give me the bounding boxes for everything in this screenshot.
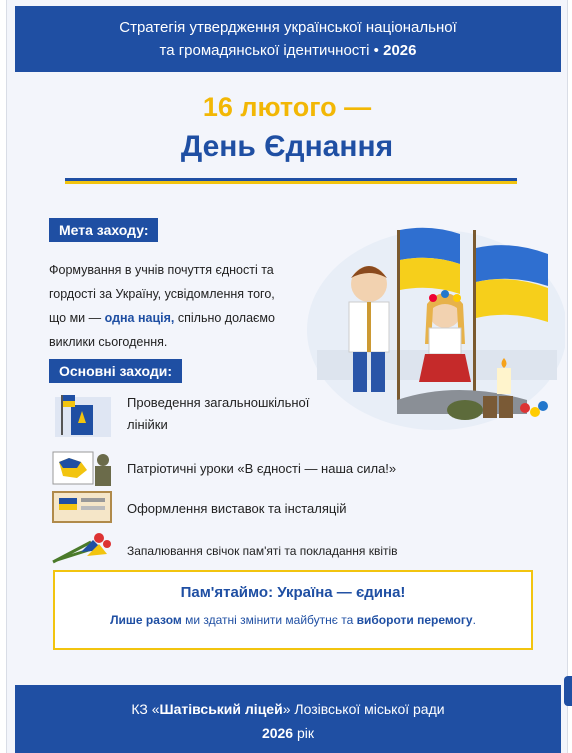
- goal-highlight: одна нація,: [104, 311, 175, 325]
- footer-school-line: [15, 701, 561, 717]
- goal-label: Мета заходу:: [49, 218, 158, 242]
- callout-heading: Пам'ятаймо: Україна — єдина!: [180, 584, 406, 601]
- callout-bold-together: Лише разом: [110, 613, 182, 627]
- callout-mid: ми здатні змінити майбутнє та: [181, 613, 357, 627]
- header-line2-text: та громадянської ідентичності: [159, 42, 370, 59]
- children-flags-illustration: [297, 200, 565, 445]
- activity-text: Оформлення виставок та інсталяцій: [127, 501, 347, 516]
- activity-item: [51, 488, 417, 530]
- header-year: 2026: [383, 42, 417, 59]
- footer-prefix: КЗ «: [131, 701, 160, 717]
- activity-text: Запалювання свічок пам'яті та покладання квітів: [127, 544, 398, 558]
- map-soldier-icon: [51, 448, 115, 490]
- activity-text: Проведення загальношкільної лінійки: [127, 395, 310, 432]
- flowers-icon: [51, 530, 115, 572]
- event-date: 16 лютого —: [202, 92, 372, 122]
- footer-year-suffix: рік: [293, 725, 315, 741]
- activity-text: Патріотичні уроки «В єдності — наша сила!»: [127, 461, 397, 476]
- scroll-handle[interactable]: [564, 676, 572, 706]
- goal-text: [49, 258, 289, 354]
- callout-box: [53, 570, 533, 650]
- activities-label: Основні заходи:: [49, 359, 182, 383]
- header-line2: [15, 42, 561, 59]
- footer-year-line: [15, 725, 561, 741]
- title-divider: [65, 178, 517, 184]
- activity-item: [51, 530, 427, 572]
- header-line1: Стратегія утвердження української національної: [119, 19, 457, 36]
- callout-subtext: [55, 613, 531, 627]
- footer-banner: [15, 685, 561, 753]
- poster: [6, 0, 568, 753]
- callout-end: .: [472, 613, 476, 627]
- exhibition-board-icon: [51, 488, 115, 530]
- footer-year: 2026: [261, 725, 294, 741]
- footer-school-name: Шатівський ліцей: [159, 701, 283, 717]
- event-name: День Єднання: [180, 130, 394, 163]
- footer-suffix: » Лозівської міської ради: [282, 701, 445, 717]
- goal-text-after: спільно долаємо виклики сьогодення.: [49, 311, 275, 349]
- goal-text-before: Формування в учнів почуття єдності та гордості за Україну, усвідомлення того, що ми —: [49, 263, 275, 325]
- header-separator: •: [369, 42, 384, 59]
- podium-flag-icon: [51, 393, 115, 435]
- header-banner: [15, 6, 561, 72]
- activity-item: [51, 392, 327, 436]
- activity-item: [51, 448, 417, 490]
- callout-bold-victory: вибороти перемогу: [356, 613, 473, 627]
